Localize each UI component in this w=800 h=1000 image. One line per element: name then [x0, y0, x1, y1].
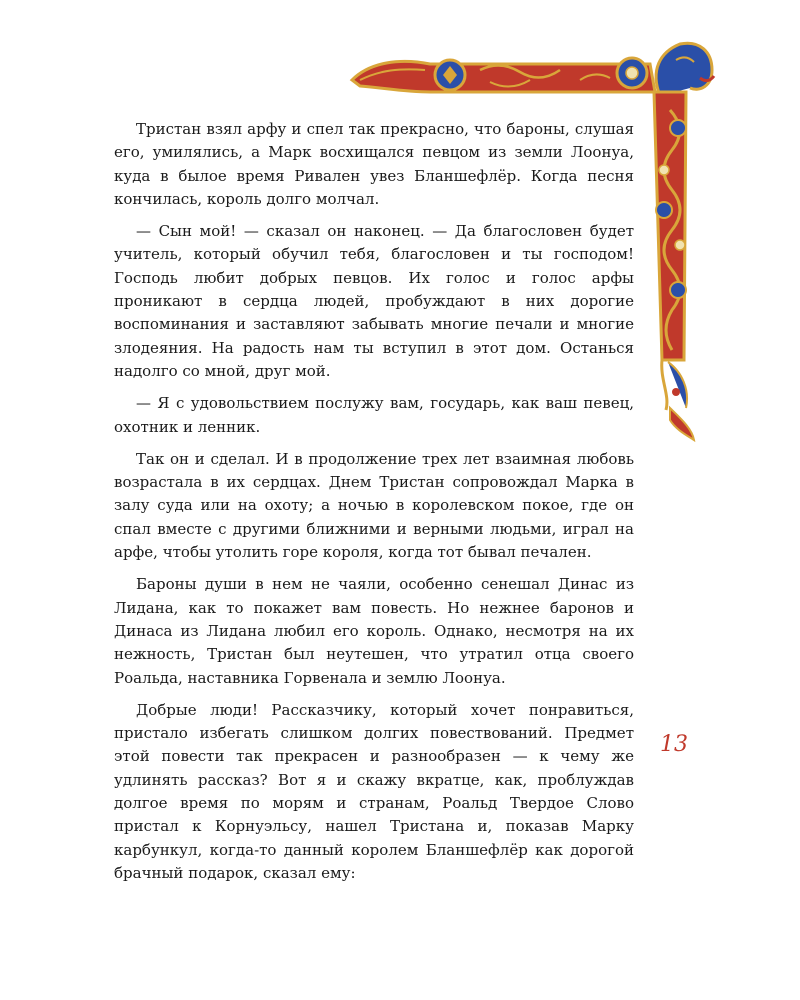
corner-flourish [656, 43, 714, 96]
top-border-band [352, 58, 655, 92]
page-number: 13 [660, 732, 688, 757]
paragraph: — Сын мой! — сказал он наконец. — Да благословен будет учитель, который обучил тебя, благословен и ты господом! Господь любит добрых певцов. Их голос и голос арфы проникают в сердца людей, пробуждают в них дорогие воспоминания и заставляют забывать многие печали и многие злодеяния. На радость нам ты вступил в этот дом. Останься надолго со мной, друг мой. [114, 222, 634, 380]
paragraph: Бароны души в нем не чаяли, особенно сенешал Динас из Лидана, как то покажет вам повесть. Но нежнее баронов и Динаса из Лидана любил его король. Однако, несмотря на их нежность, Тристан был неутешен, что утратил отца своего Роальда, наставника Горвенала и землю Лоонуа. [114, 575, 634, 687]
paragraph: Добрые люди! Рассказчику, который хочет понравиться, пристало избегать слишком долгих повествований. Предмет этой повести так прекрасен и разнообразен — к чему же удлинять рассказ? Вот я и скажу вкратце, как, проблуждав долгое время по морям и странам, Роальд Твердое Слово пристал к Корнуэльсу, нашел Тристана и, показав Марку карбункул, когда-то данный королем Бланшефлёр как дорогой брачный подарок, сказал ему: [114, 700, 634, 882]
paragraph: Так он и сделал. И в продолжение трех лет взаимная любовь возрастала в их сердцах. Днем Тристан сопровождал Марка в залу суда или на охоту; а ночью в королевском покое, где он спал вместе с другими ближними и верными людьми, играл на арфе, чтобы утолить горе короля, когда тот бывал печален. [114, 449, 634, 562]
right-border-band [654, 92, 694, 440]
paragraph: Тристан взял арфу и спел так прекрасно, что бароны, слушая его, умилялись, а Марк восхищался певцом из земли Лоонуа, куда в былое время Ривален увез Бланшефлёр. Когда песня кончилась, король долго молчал. [114, 120, 634, 208]
body-text [114, 118, 634, 894]
paragraph: — Я с удовольствием послужу вам, государь, как ваш певец, охотник и ленник. [114, 394, 634, 436]
